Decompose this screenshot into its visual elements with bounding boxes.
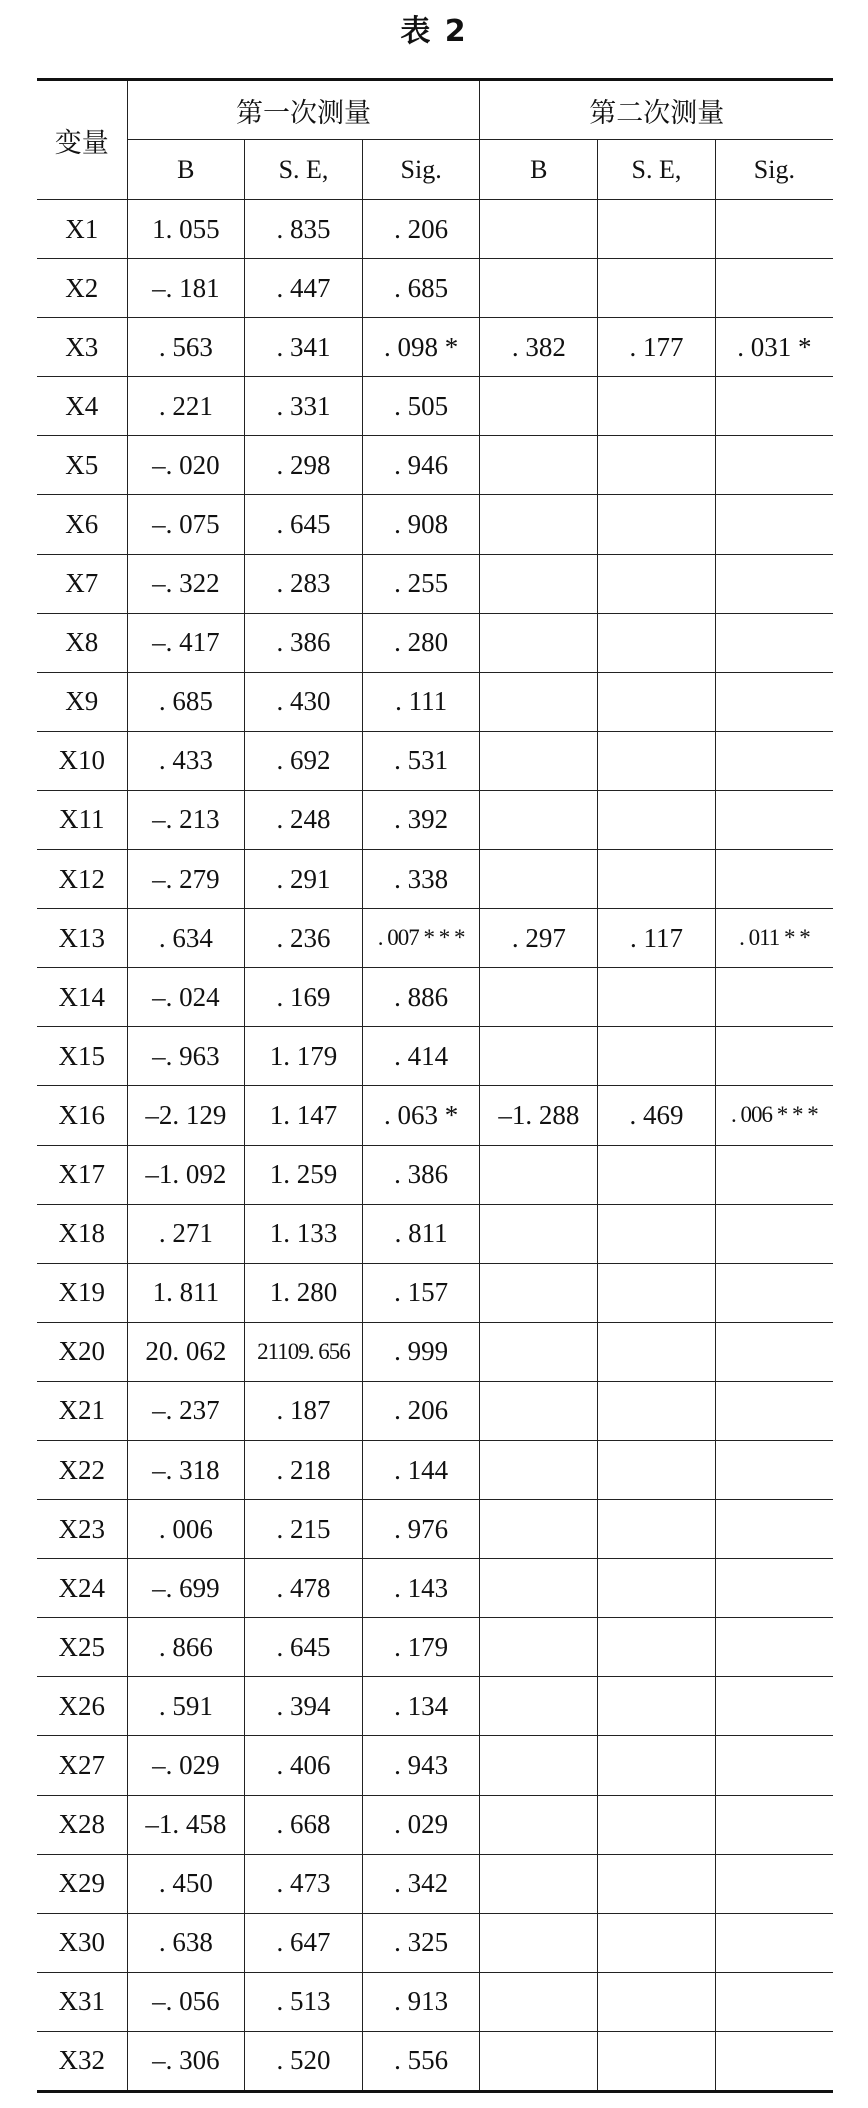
table-row (37, 1500, 833, 1559)
header-row-groups (37, 80, 833, 140)
cell-b-second (480, 1145, 598, 1204)
cell-se-second (598, 1263, 716, 1322)
cell-b-first: –. 213 (127, 790, 245, 849)
cell-b-first: –1. 458 (127, 1795, 245, 1854)
cell-sig-second (715, 1263, 833, 1322)
cell-sig-second: . 011 * * (715, 909, 833, 968)
cell-variable: X11 (37, 790, 127, 849)
cell-b-first: . 433 (127, 731, 245, 790)
table-row (37, 1795, 833, 1854)
cell-variable: X13 (37, 909, 127, 968)
cell-variable: X12 (37, 850, 127, 909)
cell-se-second (598, 1854, 716, 1913)
cell-variable: X14 (37, 968, 127, 1027)
cell-sig-first: . 029 (362, 1795, 480, 1854)
cell-sig-second (715, 1972, 833, 2031)
cell-b-second (480, 731, 598, 790)
table-row (37, 377, 833, 436)
cell-se-second (598, 1145, 716, 1204)
cell-variable: X17 (37, 1145, 127, 1204)
cell-variable: X9 (37, 672, 127, 731)
cell-se-first: . 430 (245, 672, 363, 731)
cell-b-first: . 563 (127, 318, 245, 377)
cell-sig-second (715, 790, 833, 849)
cell-se-second (598, 495, 716, 554)
cell-sig-first: . 946 (362, 436, 480, 495)
cell-sig-second (715, 436, 833, 495)
cell-se-first: . 513 (245, 1972, 363, 2031)
cell-sig-second (715, 1677, 833, 1736)
cell-sig-first: . 063 * (362, 1086, 480, 1145)
table-row (37, 1618, 833, 1677)
cell-sig-first: . 007 * * * (362, 909, 480, 968)
cell-sig-second (715, 1913, 833, 1972)
table-row (37, 1854, 833, 1913)
cell-sig-second (715, 2031, 833, 2091)
cell-se-second (598, 377, 716, 436)
cell-sig-first: . 556 (362, 2031, 480, 2091)
cell-sig-second (715, 1145, 833, 1204)
cell-b-second (480, 1381, 598, 1440)
cell-variable: X6 (37, 495, 127, 554)
cell-b-first: –. 029 (127, 1736, 245, 1795)
cell-b-first: . 866 (127, 1618, 245, 1677)
cell-sig-second (715, 1027, 833, 1086)
cell-se-second (598, 1440, 716, 1499)
cell-variable: X27 (37, 1736, 127, 1795)
table-row (37, 731, 833, 790)
cell-b-second: . 297 (480, 909, 598, 968)
cell-variable: X1 (37, 200, 127, 259)
cell-b-first: –. 417 (127, 613, 245, 672)
cell-se-second (598, 554, 716, 613)
cell-sig-first: . 913 (362, 1972, 480, 2031)
cell-b-first: 1. 055 (127, 200, 245, 259)
cell-sig-second (715, 968, 833, 1027)
cell-sig-second (715, 850, 833, 909)
cell-b-second (480, 2031, 598, 2091)
cell-variable: X22 (37, 1440, 127, 1499)
cell-sig-second (715, 1795, 833, 1854)
cell-variable: X21 (37, 1381, 127, 1440)
cell-sig-first: . 386 (362, 1145, 480, 1204)
cell-sig-first: . 908 (362, 495, 480, 554)
cell-b-first: . 638 (127, 1913, 245, 1972)
cell-b-second (480, 1500, 598, 1559)
cell-sig-second (715, 1322, 833, 1381)
cell-b-second (480, 1559, 598, 1618)
table-row (37, 1322, 833, 1381)
cell-se-first: . 520 (245, 2031, 363, 2091)
cell-sig-second (715, 1440, 833, 1499)
cell-sig-second (715, 672, 833, 731)
cell-b-first: . 271 (127, 1204, 245, 1263)
cell-b-second (480, 613, 598, 672)
cell-se-second (598, 1381, 716, 1440)
cell-b-first: . 450 (127, 1854, 245, 1913)
cell-se-second: . 117 (598, 909, 716, 968)
cell-se-first: . 447 (245, 259, 363, 318)
cell-se-first: . 298 (245, 436, 363, 495)
cell-b-second (480, 1322, 598, 1381)
cell-se-second (598, 672, 716, 731)
cell-se-second (598, 1913, 716, 1972)
cell-b-second: . 382 (480, 318, 598, 377)
cell-sig-first: . 342 (362, 1854, 480, 1913)
table-row (37, 1027, 833, 1086)
cell-variable: X10 (37, 731, 127, 790)
cell-b-second (480, 672, 598, 731)
cell-se-second (598, 1500, 716, 1559)
cell-se-second (598, 790, 716, 849)
cell-variable: X29 (37, 1854, 127, 1913)
table-row (37, 909, 833, 968)
cell-sig-first: . 143 (362, 1559, 480, 1618)
cell-sig-first: . 414 (362, 1027, 480, 1086)
cell-b-second (480, 1795, 598, 1854)
cell-se-second (598, 1795, 716, 1854)
cell-b-second (480, 1736, 598, 1795)
cell-variable: X32 (37, 2031, 127, 2091)
cell-se-second (598, 2031, 716, 2091)
table-row (37, 672, 833, 731)
cell-se-second (598, 200, 716, 259)
cell-b-first: –. 963 (127, 1027, 245, 1086)
cell-se-first: 21109. 656 (245, 1322, 363, 1381)
cell-se-first: . 668 (245, 1795, 363, 1854)
cell-se-second (598, 1677, 716, 1736)
table-caption: 表 2 (400, 14, 468, 49)
cell-b-second (480, 968, 598, 1027)
header-b-second: B (480, 140, 598, 200)
table-row (37, 554, 833, 613)
cell-se-second (598, 731, 716, 790)
cell-b-first: –. 237 (127, 1381, 245, 1440)
regression-table (37, 78, 833, 2093)
cell-se-first: 1. 259 (245, 1145, 363, 1204)
cell-sig-second (715, 613, 833, 672)
cell-b-second (480, 1854, 598, 1913)
cell-variable: X8 (37, 613, 127, 672)
table-row (37, 613, 833, 672)
cell-se-first: . 645 (245, 1618, 363, 1677)
table-row (37, 850, 833, 909)
cell-variable: X19 (37, 1263, 127, 1322)
cell-se-first: . 341 (245, 318, 363, 377)
cell-sig-first: . 255 (362, 554, 480, 613)
cell-se-first: . 331 (245, 377, 363, 436)
cell-b-second (480, 259, 598, 318)
cell-sig-second: . 031 * (715, 318, 833, 377)
table-row (37, 1559, 833, 1618)
header-first-measurement: 第一次测量 (127, 80, 480, 140)
cell-se-second (598, 1618, 716, 1677)
cell-se-first: . 478 (245, 1559, 363, 1618)
cell-sig-second (715, 377, 833, 436)
cell-b-first: . 685 (127, 672, 245, 731)
cell-variable: X25 (37, 1618, 127, 1677)
cell-b-first: . 634 (127, 909, 245, 968)
cell-sig-second (715, 495, 833, 554)
cell-se-first: . 291 (245, 850, 363, 909)
table-row (37, 1145, 833, 1204)
cell-sig-first: . 505 (362, 377, 480, 436)
table-row (37, 1086, 833, 1145)
table-row (37, 1913, 833, 1972)
cell-se-second (598, 1559, 716, 1618)
header-row-columns (37, 140, 833, 200)
table-row (37, 1736, 833, 1795)
cell-se-second (598, 1322, 716, 1381)
cell-sig-first: . 999 (362, 1322, 480, 1381)
cell-sig-second (715, 1618, 833, 1677)
cell-b-first: –. 306 (127, 2031, 245, 2091)
cell-variable: X2 (37, 259, 127, 318)
cell-b-second (480, 1618, 598, 1677)
table-row (37, 318, 833, 377)
cell-se-second (598, 850, 716, 909)
cell-sig-first: . 157 (362, 1263, 480, 1322)
cell-se-first: . 248 (245, 790, 363, 849)
cell-variable: X16 (37, 1086, 127, 1145)
cell-sig-second (715, 1381, 833, 1440)
cell-se-first: . 645 (245, 495, 363, 554)
cell-sig-first: . 338 (362, 850, 480, 909)
cell-variable: X30 (37, 1913, 127, 1972)
cell-se-first: . 236 (245, 909, 363, 968)
table-row (37, 436, 833, 495)
cell-sig-first: . 111 (362, 672, 480, 731)
table-row (37, 2031, 833, 2091)
cell-se-first: . 215 (245, 1500, 363, 1559)
cell-se-first: 1. 147 (245, 1086, 363, 1145)
cell-b-second (480, 200, 598, 259)
cell-b-second (480, 554, 598, 613)
cell-b-second: –1. 288 (480, 1086, 598, 1145)
header-sig-first: Sig. (362, 140, 480, 200)
cell-sig-second (715, 731, 833, 790)
cell-se-second (598, 968, 716, 1027)
cell-se-second (598, 436, 716, 495)
cell-sig-first: . 134 (362, 1677, 480, 1736)
cell-se-first: . 169 (245, 968, 363, 1027)
table-row (37, 968, 833, 1027)
cell-sig-second (715, 554, 833, 613)
cell-b-first: –. 279 (127, 850, 245, 909)
table-row (37, 259, 833, 318)
cell-variable: X26 (37, 1677, 127, 1736)
cell-sig-second (715, 1559, 833, 1618)
header-se-first: S. E, (245, 140, 363, 200)
cell-variable: X31 (37, 1972, 127, 2031)
cell-sig-first: . 976 (362, 1500, 480, 1559)
cell-variable: X20 (37, 1322, 127, 1381)
cell-sig-second (715, 1736, 833, 1795)
cell-b-first: –. 075 (127, 495, 245, 554)
header-second-measurement: 第二次测量 (480, 80, 833, 140)
cell-b-second (480, 1263, 598, 1322)
cell-sig-first: . 325 (362, 1913, 480, 1972)
table-row (37, 1263, 833, 1322)
cell-variable: X28 (37, 1795, 127, 1854)
cell-variable: X5 (37, 436, 127, 495)
cell-sig-second (715, 1204, 833, 1263)
cell-sig-first: . 098 * (362, 318, 480, 377)
table-row (37, 1204, 833, 1263)
cell-variable: X24 (37, 1559, 127, 1618)
cell-b-second (480, 850, 598, 909)
header-se-second: S. E, (598, 140, 716, 200)
cell-b-first: . 221 (127, 377, 245, 436)
cell-b-first: . 591 (127, 1677, 245, 1736)
cell-se-second (598, 259, 716, 318)
cell-sig-first: . 179 (362, 1618, 480, 1677)
cell-se-first: . 283 (245, 554, 363, 613)
cell-b-second (480, 1972, 598, 2031)
cell-sig-second (715, 259, 833, 318)
cell-variable: X15 (37, 1027, 127, 1086)
cell-se-first: . 835 (245, 200, 363, 259)
table-row (37, 495, 833, 554)
cell-se-second (598, 1972, 716, 2031)
cell-b-second (480, 1204, 598, 1263)
cell-sig-first: . 531 (362, 731, 480, 790)
cell-b-second (480, 790, 598, 849)
table-row (37, 1440, 833, 1499)
cell-se-first: 1. 280 (245, 1263, 363, 1322)
header-b-first: B (127, 140, 245, 200)
cell-variable: X3 (37, 318, 127, 377)
cell-se-second: . 177 (598, 318, 716, 377)
table-row (37, 200, 833, 259)
header-variable: 变量 (37, 80, 127, 200)
cell-sig-second (715, 1500, 833, 1559)
cell-b-first: . 006 (127, 1500, 245, 1559)
table-body (37, 200, 833, 2092)
cell-se-first: . 218 (245, 1440, 363, 1499)
table-row (37, 790, 833, 849)
table-row (37, 1381, 833, 1440)
cell-sig-first: . 144 (362, 1440, 480, 1499)
cell-b-second (480, 436, 598, 495)
cell-b-first: 1. 811 (127, 1263, 245, 1322)
cell-se-first: . 394 (245, 1677, 363, 1736)
cell-b-first: –. 181 (127, 259, 245, 318)
cell-b-first: –2. 129 (127, 1086, 245, 1145)
header-sig-second: Sig. (715, 140, 833, 200)
cell-se-second (598, 613, 716, 672)
cell-b-first: –1. 092 (127, 1145, 245, 1204)
cell-sig-first: . 943 (362, 1736, 480, 1795)
cell-sig-first: . 685 (362, 259, 480, 318)
cell-sig-first: . 886 (362, 968, 480, 1027)
cell-variable: X23 (37, 1500, 127, 1559)
cell-se-second (598, 1027, 716, 1086)
cell-sig-second (715, 1854, 833, 1913)
cell-b-first: –. 024 (127, 968, 245, 1027)
cell-b-second (480, 1440, 598, 1499)
cell-b-second (480, 377, 598, 436)
cell-b-first: 20. 062 (127, 1322, 245, 1381)
cell-se-first: . 187 (245, 1381, 363, 1440)
cell-variable: X7 (37, 554, 127, 613)
table-row (37, 1972, 833, 2031)
cell-sig-first: . 392 (362, 790, 480, 849)
cell-b-first: –. 056 (127, 1972, 245, 2031)
table-header (37, 80, 833, 200)
cell-se-first: . 386 (245, 613, 363, 672)
cell-se-second: . 469 (598, 1086, 716, 1145)
cell-b-second (480, 1677, 598, 1736)
cell-sig-second: . 006 * * * (715, 1086, 833, 1145)
cell-b-first: –. 318 (127, 1440, 245, 1499)
cell-b-first: –. 322 (127, 554, 245, 613)
cell-variable: X18 (37, 1204, 127, 1263)
cell-b-first: –. 020 (127, 436, 245, 495)
cell-se-second (598, 1736, 716, 1795)
cell-se-second (598, 1204, 716, 1263)
cell-variable: X4 (37, 377, 127, 436)
cell-b-second (480, 495, 598, 554)
table-row (37, 1677, 833, 1736)
cell-sig-first: . 811 (362, 1204, 480, 1263)
cell-se-first: . 473 (245, 1854, 363, 1913)
cell-b-first: –. 699 (127, 1559, 245, 1618)
cell-se-first: 1. 133 (245, 1204, 363, 1263)
cell-sig-first: . 206 (362, 200, 480, 259)
cell-b-second (480, 1913, 598, 1972)
cell-se-first: . 406 (245, 1736, 363, 1795)
cell-se-first: 1. 179 (245, 1027, 363, 1086)
cell-se-first: . 692 (245, 731, 363, 790)
cell-sig-first: . 206 (362, 1381, 480, 1440)
cell-sig-second (715, 200, 833, 259)
cell-sig-first: . 280 (362, 613, 480, 672)
cell-b-second (480, 1027, 598, 1086)
cell-se-first: . 647 (245, 1913, 363, 1972)
